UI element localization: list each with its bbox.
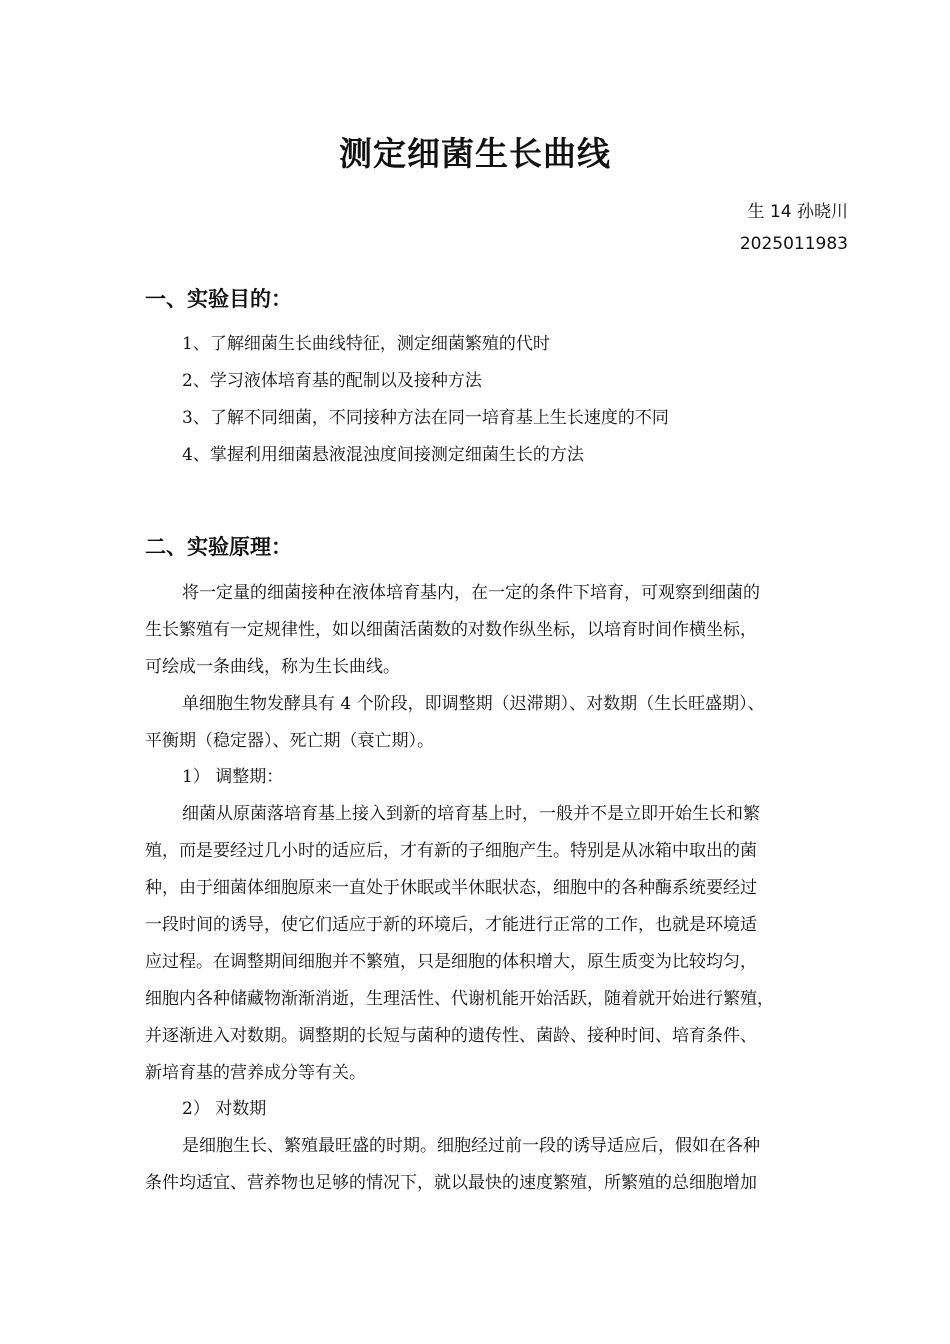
paragraph-line: 新培育基的营养成分等有关。 bbox=[145, 1062, 366, 1083]
list-item: 1、了解细菌生长曲线特征，测定细菌繁殖的代时 bbox=[182, 334, 550, 354]
list-item: 2、学习液体培育基的配制以及接种方法 bbox=[182, 371, 482, 391]
subsection-heading: 1） 调整期： bbox=[182, 767, 284, 788]
section-heading-purpose: 一、实验目的： bbox=[145, 287, 292, 311]
list-item: 4、掌握利用细菌悬液混浊度间接测定细菌生长的方法 bbox=[182, 445, 584, 465]
page-title: 测定细菌生长曲线 bbox=[339, 134, 611, 173]
paragraph-line: 细菌从原菌落培育基上接入到新的培育基上时，一般并不是立即开始生长和繁 bbox=[182, 804, 760, 825]
list-item: 3、了解不同细菌，不同接种方法在同一培育基上生长速度的不同 bbox=[182, 408, 669, 428]
paragraph-line: 应过程。在调整期间细胞并不繁殖，只是细胞的体积增大，原生质变为比较均匀， bbox=[145, 951, 757, 972]
paragraph-line: 将一定量的细菌接种在液体培育基内，在一定的条件下培育，可观察到细菌的 bbox=[182, 583, 760, 603]
purpose-list bbox=[182, 331, 669, 479]
paragraph-line: 条件均适宜、营养物也足够的情况下，就以最快的速度繁殖，所繁殖的总细胞增加 bbox=[145, 1173, 757, 1194]
paragraph-line: 并逐渐进入对数期。调整期的长短与菌种的遗传性、菌龄、接种时间、培育条件、 bbox=[145, 1025, 757, 1046]
paragraph-line: 平衡期（稳定器）、死亡期（衰亡期）。 bbox=[145, 730, 434, 751]
paragraph-line: 种，由于细菌体细胞原来一直处于休眠或半休眠状态，细胞中的各种酶系统要经过 bbox=[145, 878, 757, 899]
principle-body bbox=[145, 575, 853, 1202]
paragraph-line: 一段时间的诱导，使它们适应于新的环境后，才能进行正常的工作，也就是环境适 bbox=[145, 915, 757, 936]
paragraph-line: 殖，而是要经过几小时的适应后，才有新的子细胞产生。特别是从冰箱中取出的菌 bbox=[145, 841, 757, 862]
paragraph-line: 可绘成一条曲线，称为生长曲线。 bbox=[145, 656, 400, 677]
paragraph-line: 细胞内各种储藏物渐渐消逝，生理活性、代谢机能开始活跃，随着就开始进行繁殖， bbox=[145, 988, 774, 1009]
author-line: 生 14 孙晓川 bbox=[747, 202, 848, 222]
paragraph-line: 生长繁殖有一定规律性，如以细菌活菌数的对数作纵坐标，以培育时间作横坐标， bbox=[145, 619, 757, 640]
section-heading-principle: 二、实验原理： bbox=[145, 535, 292, 559]
paragraph-line: 是细胞生长、繁殖最旺盛的时期。细胞经过前一段的诱导适应后，假如在各种 bbox=[182, 1136, 760, 1157]
subsection-heading: 2） 对数期 bbox=[182, 1099, 267, 1120]
student-id: 2025011983 bbox=[739, 234, 848, 254]
paragraph-line: 单细胞生物发酵具有 4 个阶段，即调整期（迟滞期）、对数期（生长旺盛期）、 bbox=[182, 693, 765, 714]
